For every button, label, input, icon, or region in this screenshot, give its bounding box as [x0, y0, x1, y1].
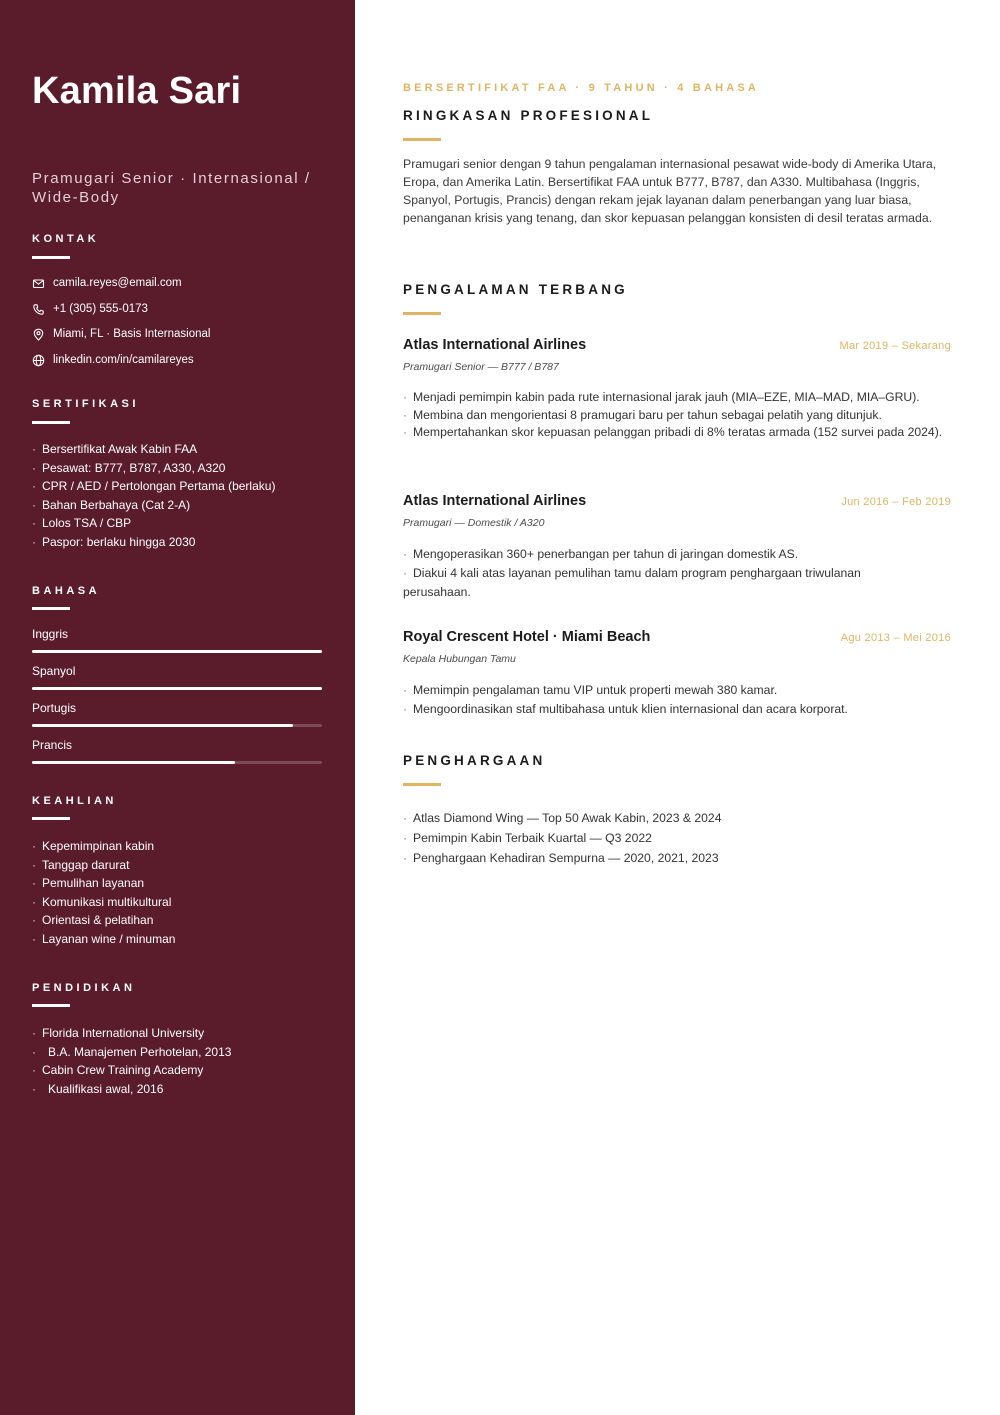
- list-item: · Kepemimpinan kabin: [32, 839, 155, 853]
- contact-linkedin-text: linkedin.com/in/camilareyes: [53, 354, 194, 366]
- summary-heading: RINGKASAN PROFESIONAL: [403, 108, 654, 123]
- list-item: · Mempertahankan skor kepuasan pelanggan pribadi di 8% teratas armada (152 survei pada 2024).: [403, 425, 943, 439]
- list-item: · Paspor: berlaku hingga 2030: [32, 534, 196, 549]
- awards-heading: PENGHARGAAN: [403, 753, 546, 768]
- job-role: Pramugari — Domestik / A320: [403, 517, 545, 529]
- candidate-role: Pramugari Senior · Internasional / Wide-Body: [32, 170, 311, 206]
- languages-heading-rule: [32, 607, 70, 610]
- contact-email[interactable]: [32, 275, 182, 291]
- awards-heading-rule: [403, 783, 441, 786]
- contact-heading: KONTAK: [32, 233, 100, 245]
- list-item: · Diakui 4 kali atas layanan pemulihan tamu dalam program penghargaan triwulanan perusahaan.: [403, 566, 861, 599]
- list-item: · Cabin Crew Training Academy: [32, 1063, 204, 1078]
- list-item: · Atlas Diamond Wing — Top 50 Awak Kabin, 2023 & 2024: [403, 811, 722, 825]
- mail-icon: [32, 277, 45, 290]
- language-bar-fill: [32, 724, 293, 727]
- list-item: · Bahan Berbahaya (Cat 2-A): [32, 497, 191, 512]
- language-name-french: Prancis: [32, 738, 73, 752]
- certifications-list: [32, 440, 342, 552]
- skills-heading: KEAHLIAN: [32, 795, 117, 807]
- list-item: · Komunikasi multikultural: [32, 894, 172, 909]
- contact-phone[interactable]: [32, 301, 148, 317]
- education-list: [32, 1024, 342, 1098]
- language-bar-portuguese: [32, 724, 322, 727]
- globe-icon: [32, 354, 45, 367]
- job-company: Atlas International Airlines: [403, 337, 587, 353]
- skills-heading-rule: [32, 817, 70, 820]
- list-item: · Pemimpin Kabin Terbaik Kuartal — Q3 2022: [403, 831, 652, 845]
- job-dates: Mar 2019 – Sekarang: [839, 340, 951, 352]
- job-bullets: [403, 545, 903, 602]
- job-role: Pramugari Senior — B777 / B787: [403, 361, 559, 373]
- contact-phone-text: +1 (305) 555-0173: [53, 303, 148, 315]
- experience-heading-rule: [403, 312, 441, 315]
- list-item: · Layanan wine / minuman: [32, 931, 176, 946]
- language-name-spanish: Spanyol: [32, 664, 76, 678]
- job-bullets: [403, 681, 955, 719]
- list-item: · CPR / AED / Pertolongan Pertama (berlaku): [32, 479, 276, 494]
- list-item: · Kualifikasi awal, 2016: [32, 1081, 164, 1096]
- language-bar-spanish: [32, 687, 322, 690]
- list-item: · B.A. Manajemen Perhotelan, 2013: [32, 1044, 232, 1059]
- language-bar-french: [32, 761, 322, 764]
- list-item: · Lolos TSA / CBP: [32, 516, 132, 531]
- language-bar-fill: [32, 687, 322, 690]
- contact-location-text: Miami, FL · Basis Internasional: [53, 328, 211, 340]
- candidate-name: Kamila Sari: [32, 70, 242, 112]
- experience-heading: PENGALAMAN TERBANG: [403, 282, 628, 297]
- education-heading: PENDIDIKAN: [32, 982, 136, 994]
- contact-location: [32, 326, 210, 342]
- language-name-portuguese: Portugis: [32, 701, 77, 715]
- job-dates: Agu 2013 – Mei 2016: [840, 632, 951, 644]
- list-item: · Membina dan mengorientasi 8 pramugari baru per tahun sebagai pelatih yang ditunjuk.: [403, 407, 882, 422]
- job-bullets: [403, 389, 955, 442]
- job-company: Royal Crescent Hotel · Miami Beach: [403, 629, 651, 645]
- list-item: · Penghargaan Kehadiran Sempurna — 2020, 2021, 2023: [403, 851, 719, 865]
- list-item: · Orientasi & pelatihan: [32, 913, 154, 928]
- contact-heading-rule: [32, 256, 70, 259]
- list-item: · Mengoordinasikan staf multibahasa untuk klien internasional dan acara korporat.: [403, 702, 848, 716]
- list-item: · Pemulihan layanan: [32, 876, 145, 891]
- list-item: · Mengoperasikan 360+ penerbangan per tahun di jaringan domestik AS.: [403, 547, 799, 561]
- contact-linkedin[interactable]: [32, 352, 194, 368]
- contact-email-text: camila.reyes@email.com: [53, 277, 182, 289]
- job-company: Atlas International Airlines: [403, 493, 587, 509]
- sidebar: [0, 0, 355, 1415]
- list-item: · Bersertifikat Awak Kabin FAA: [32, 442, 198, 456]
- phone-icon: [32, 303, 45, 316]
- language-name-english: Inggris: [32, 627, 69, 641]
- list-item: · Memimpin pengalaman tamu VIP untuk properti mewah 380 kamar.: [403, 683, 778, 697]
- languages-heading: BAHASA: [32, 585, 101, 597]
- education-heading-rule: [32, 1004, 70, 1007]
- language-bar-fill: [32, 650, 322, 653]
- certifications-heading-rule: [32, 421, 70, 424]
- list-item: · Pesawat: B777, B787, A330, A320: [32, 460, 226, 475]
- certifications-heading: SERTIFIKASI: [32, 398, 139, 410]
- job-role: Kepala Hubungan Tamu: [403, 653, 516, 665]
- language-bar-english: [32, 650, 322, 653]
- language-bar-fill: [32, 761, 235, 764]
- skills-list: [32, 837, 342, 949]
- location-pin-icon: [32, 328, 45, 341]
- list-item: · Menjadi pemimpin kabin pada rute internasional jarak jauh (MIA–EZE, MIA–MAD, MIA–GRU).: [403, 390, 920, 404]
- list-item: · Florida International University: [32, 1026, 205, 1040]
- job-dates: Jun 2016 – Feb 2019: [841, 496, 951, 508]
- tagline: BERSERTIFIKAT FAA · 9 TAHUN · 4 BAHASA: [403, 82, 760, 94]
- summary-heading-rule: [403, 138, 441, 141]
- summary-text: Pramugari senior dengan 9 tahun pengalaman internasional pesawat wide-body di Amerika Utara, Eropa, dan Amerika Latin. Bersertifikat FAA untuk B777, B787, dan A330. Multibahasa (Inggris, Spanyol, Portugis, Prancis) dengan rekam jejak layanan dalam penerbangan yang luar biasa, penanganan krisis yang tenang, dan skor kepuasan pelanggan konsisten di desil teratas armada.: [403, 157, 937, 225]
- list-item: · Tanggap darurat: [32, 857, 130, 872]
- awards-list: [403, 808, 955, 868]
